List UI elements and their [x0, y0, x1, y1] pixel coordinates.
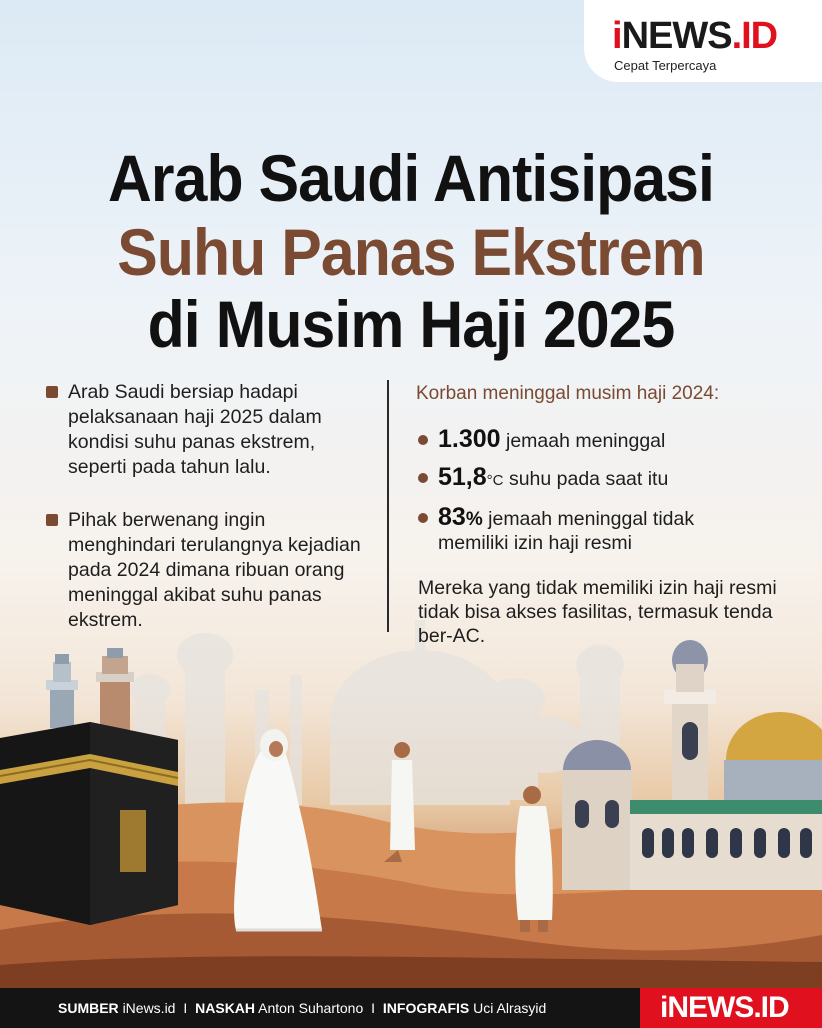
title-line-1: Arab Saudi Antisipasi: [107, 141, 714, 215]
kaaba: [0, 722, 178, 925]
bullet-dot-icon: [418, 435, 428, 445]
bullet-dot-icon: [418, 513, 428, 523]
title-line-2: Suhu Panas Ekstrem: [117, 215, 705, 289]
bullet-square-icon: [46, 514, 58, 526]
left-paragraph-1: Arab Saudi bersiap hadapi pelaksanaan haji 2025 dalam kondisi suhu panas ekstrem, seperti pada tahun lalu.: [44, 380, 374, 480]
bullet-dot-icon: [418, 473, 428, 483]
bullet-square-icon: [46, 386, 58, 398]
pilgrim-man-right: [515, 786, 553, 932]
facility-note: Mereka yang tidak memiliki izin haji resmi tidak bisa akses fasilitas, termasuk tenda ber-AC.: [418, 577, 777, 647]
brand-tagline: Cepat Terpercaya: [614, 58, 717, 73]
credits: SUMBER iNews.id I NASKAH Anton Suhartono I INFOGRAFIS Uci Alrasyid: [58, 1000, 547, 1016]
left-paragraph-2: Pihak berwenang ingin menghindari terulangnya kejadian pada 2024 dimana ribuan orang meninggal akibat suhu panas ekstrem.: [44, 508, 374, 633]
stat-unpermitted-line-2: memiliki izin haji resmi: [438, 532, 632, 554]
brand-logo[interactable]: iNEWS.ID: [612, 15, 778, 57]
dune-shadow: [0, 956, 822, 988]
footer-logo[interactable]: iNEWS.ID: [640, 988, 822, 1028]
title-line-3: di Musim Haji 2025: [147, 287, 675, 361]
left-column: [44, 380, 374, 661]
footer-bar: [0, 988, 822, 1028]
column-divider: [387, 380, 389, 632]
casualty-heading: Korban meninggal musim haji 2024:: [416, 383, 720, 404]
